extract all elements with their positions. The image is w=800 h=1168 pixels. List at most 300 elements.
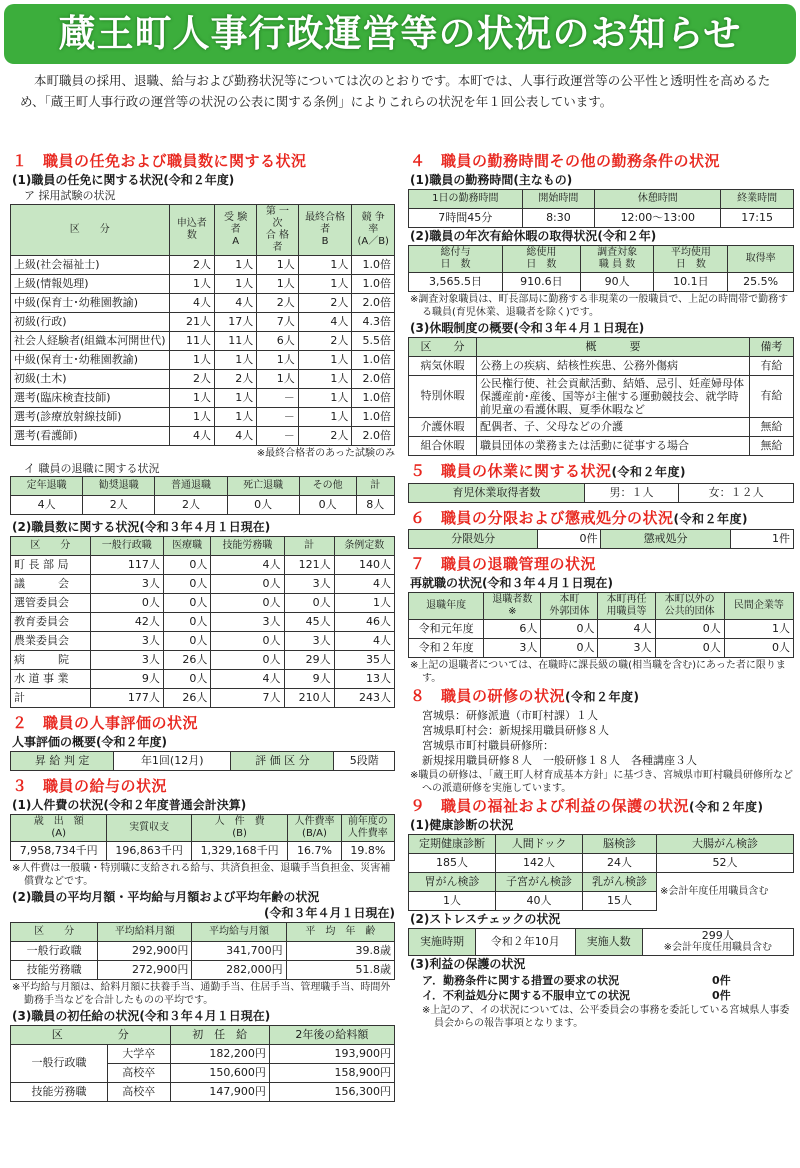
recruit-0-cell-5: 1.0倍 xyxy=(352,255,395,274)
starting-head-0: 区 分 xyxy=(11,1025,171,1044)
staff-7-cell-5: 243人 xyxy=(334,689,394,708)
section-9-sub2: (2)ストレスチェックの状況 xyxy=(410,911,561,926)
staff-row xyxy=(11,594,395,613)
hours-cell-1: 8:30 xyxy=(522,208,595,227)
staff-4-cell-1: 3人 xyxy=(90,632,163,651)
section-4-title: ４ 職員の勤務時間その他の勤務条件の状況 xyxy=(410,152,721,170)
staff-7-cell-0: 計 xyxy=(11,689,91,708)
staff-5-cell-5: 35人 xyxy=(334,651,394,670)
hours-cell-3: 17:15 xyxy=(721,208,794,227)
hours-head-3: 終業時間 xyxy=(721,189,794,208)
health-head-4: 胃がん検診 xyxy=(409,872,496,891)
health-val-4: 1人 xyxy=(409,891,496,910)
recruit-5-cell-5: 1.0倍 xyxy=(352,350,395,369)
retire-head-4: その他 xyxy=(299,477,356,496)
recruit-9-cell-2: 4人 xyxy=(215,426,257,445)
recruit-5-cell-2: 1人 xyxy=(215,350,257,369)
avg-1-cell-3: 51.8歳 xyxy=(286,960,394,979)
recruit-2-cell-2: 4人 xyxy=(215,293,257,312)
avg-head-1: 平均給料月額 xyxy=(98,922,192,941)
recruit-1-cell-1: 1人 xyxy=(169,274,214,293)
holiday-row xyxy=(409,417,794,436)
annual-head-0: 総付与 日 数 xyxy=(409,245,503,272)
recruit-row xyxy=(11,407,395,426)
recruit-6-cell-0: 初級(土木) xyxy=(11,369,170,388)
annual-head-3: 平均使用 日 数 xyxy=(654,245,728,272)
staff-0-cell-4: 121人 xyxy=(284,556,334,575)
recruit-8-cell-2: 1人 xyxy=(215,407,257,426)
training-list xyxy=(422,708,794,768)
reemploy-row xyxy=(409,639,794,658)
staff-6-cell-0: 水 道 事 業 xyxy=(11,670,91,689)
staff-1-cell-4: 3人 xyxy=(284,575,334,594)
recruit-9-cell-1: 4人 xyxy=(169,426,214,445)
annual-cell-2: 90人 xyxy=(580,272,654,291)
starting-pay-1: 150,600円 xyxy=(170,1063,269,1082)
health-check-table xyxy=(408,834,794,911)
staff-3-cell-3: 3人 xyxy=(211,613,284,632)
recruit-3-cell-5: 4.3倍 xyxy=(352,312,395,331)
protection-label-1: ア．勤務条件に関する措置の要求の状況 xyxy=(422,973,620,987)
training-line-2: 宮城県市町村職員研修所： xyxy=(422,738,554,752)
staff-head-3: 技能労務職 xyxy=(211,537,284,556)
title-banner xyxy=(4,4,796,64)
recruit-row xyxy=(11,388,395,407)
avg-0-cell-2: 341,700円 xyxy=(192,941,286,960)
reemploy-0-cell-3: 4人 xyxy=(598,620,655,639)
starting-later-1: 158,900円 xyxy=(269,1063,394,1082)
recruit-0-cell-1: 2人 xyxy=(169,255,214,274)
reemploy-0-cell-4: 0人 xyxy=(655,620,724,639)
avg-head-3: 平 均 年 齢 xyxy=(286,922,394,941)
holiday-pay-0: 有給 xyxy=(750,356,794,375)
staff-7-cell-2: 26人 xyxy=(163,689,211,708)
training-line-0: 宮城県：研修派遣（市町村課）１人 xyxy=(422,708,598,722)
childcare-female: 女：１２人 xyxy=(679,483,794,502)
staff-row xyxy=(11,651,395,670)
staff-1-cell-1: 3人 xyxy=(90,575,163,594)
recruit-7-cell-3: － xyxy=(257,388,298,407)
recruit-8-cell-3: － xyxy=(257,407,298,426)
staff-2-cell-4: 0人 xyxy=(284,594,334,613)
section-1-sub1: (1)職員の任免に関する状況(令和２年度) xyxy=(12,172,235,187)
health-val-3: 52人 xyxy=(656,853,793,872)
section-5-title xyxy=(410,462,794,481)
cost-head-0: 歳 出 額 (A) xyxy=(11,814,107,841)
holiday-type-2: 介護休暇 xyxy=(409,417,477,436)
holiday-table xyxy=(408,337,794,456)
average-salary-note: ※平均給与月額は、給料月額に扶養手当、通勤手当、住居手当、管理職手当、時間外勤務手当などを合計したものの平均です。 xyxy=(12,981,391,1006)
recruit-4-cell-0: 社会人経験者(組織本河開世代) xyxy=(11,331,170,350)
starting-salary-table xyxy=(10,1025,395,1102)
recruit-2-cell-4: 2人 xyxy=(298,293,352,312)
section-4-sub1: (1)職員の勤務時間(主なもの) xyxy=(410,172,573,187)
staff-0-cell-5: 140人 xyxy=(334,556,394,575)
reemploy-head-5: 民間企業等 xyxy=(724,593,793,620)
starting-cat-2: 技能労務職 xyxy=(11,1082,108,1101)
protection-value-1: 0件 xyxy=(712,973,731,987)
recruit-row xyxy=(11,274,395,293)
staff-count-table xyxy=(10,536,395,708)
holiday-desc-0: 公務上の疾病、結核性疾患、公務外傷病 xyxy=(477,356,750,375)
staff-6-cell-3: 4人 xyxy=(211,670,284,689)
annual-head-1: 総使用 日 数 xyxy=(503,245,581,272)
work-hours-table xyxy=(408,189,794,228)
avg-1-cell-0: 技能労務職 xyxy=(11,960,98,979)
retire-head-1: 勧奨退職 xyxy=(83,477,155,496)
starting-edu-2: 高校卒 xyxy=(107,1082,170,1101)
starting-later-2: 156,300円 xyxy=(269,1082,394,1101)
staff-7-cell-3: 7人 xyxy=(211,689,284,708)
recruit-8-cell-4: 1人 xyxy=(298,407,352,426)
recruit-4-cell-2: 11人 xyxy=(215,331,257,350)
stress-value-2 xyxy=(642,928,793,955)
staff-3-cell-5: 46人 xyxy=(334,613,394,632)
section-3-sub1: (1)人件費の状況(令和２年度普通会計決算) xyxy=(12,797,247,812)
protection-note: ※上記のア、イの状況については、公平委員会の事務を委託している宮城県人事委員会からの報告事項となります。 xyxy=(422,1004,790,1029)
eval-value-2: 5段階 xyxy=(334,752,395,771)
avg-1-cell-2: 282,000円 xyxy=(192,960,286,979)
staff-6-cell-2: 0人 xyxy=(163,670,211,689)
holiday-head-1: 概 要 xyxy=(477,337,750,356)
recruit-1-cell-5: 1.0倍 xyxy=(352,274,395,293)
recruit-6-cell-1: 2人 xyxy=(169,369,214,388)
staff-5-cell-2: 26人 xyxy=(163,651,211,670)
childcare-label: 育児休業取得者数 xyxy=(409,483,585,502)
reemploy-head-3: 本町再任 用職員等 xyxy=(598,593,655,620)
recruit-6-cell-4: 1人 xyxy=(298,369,352,388)
staff-head-4: 計 xyxy=(284,537,334,556)
avg-row xyxy=(11,960,395,979)
section-1-sub2: (2)職員数に関する状況(令和３年４月１日現在) xyxy=(12,520,271,535)
recruit-4-cell-5: 5.5倍 xyxy=(352,331,395,350)
staff-2-cell-3: 0人 xyxy=(211,594,284,613)
staff-4-cell-5: 4人 xyxy=(334,632,394,651)
section-7-title: ７ 職員の退職管理の状況 xyxy=(410,555,597,574)
avg-1-cell-1: 272,900円 xyxy=(98,960,192,979)
recruit-head-3: 第 一 次 合 格 者 xyxy=(257,204,298,255)
recruit-8-cell-5: 1.0倍 xyxy=(352,407,395,426)
health-val-1: 142人 xyxy=(496,853,583,872)
staff-1-cell-2: 0人 xyxy=(163,575,211,594)
staff-0-cell-3: 4人 xyxy=(211,556,284,575)
avg-0-cell-0: 一般行政職 xyxy=(11,941,98,960)
recruit-7-cell-4: 1人 xyxy=(298,388,352,407)
reemploy-head-4: 本町以外の 公共的団体 xyxy=(655,593,724,620)
health-note: ※会計年度任用職員含む xyxy=(659,885,769,897)
stress-label-1: 実施時期 xyxy=(409,928,476,955)
section-1-b: イ 職員の退職に関する状況 xyxy=(24,461,160,475)
recruit-1-cell-2: 1人 xyxy=(215,274,257,293)
section-9-sub3: (3)利益の保護の状況 xyxy=(410,956,526,971)
section-2-sub: 人事評価の概要(令和２年度) xyxy=(12,735,167,749)
section-8-year: (令和２年度) xyxy=(565,690,640,704)
section-2-title: ２ 職員の人事評価の状況 xyxy=(12,714,199,733)
intro-text: 本町職員の採用、退職、給与および勤務状況等については次のとおりです。本町では、人事行政運営等の公平性と透明性を高めるため、「蔵王町人事行政の運営等の状況の公表に関する条例」によりこれらの状況を年１回公表しています。 xyxy=(20,73,771,109)
recruit-row xyxy=(11,312,395,331)
health-val-2: 24人 xyxy=(583,853,657,872)
health-val-6: 15人 xyxy=(583,891,657,910)
holiday-type-1: 特別休暇 xyxy=(409,375,477,417)
staff-2-cell-5: 1人 xyxy=(334,594,394,613)
section-6-year: (令和２年度) xyxy=(673,511,748,526)
staff-6-cell-4: 9人 xyxy=(284,670,334,689)
avg-head-2: 平均給与月額 xyxy=(192,922,286,941)
starting-edu-1: 高校卒 xyxy=(107,1063,170,1082)
holiday-row xyxy=(409,356,794,375)
recruit-3-cell-4: 4人 xyxy=(298,312,352,331)
childcare-table xyxy=(408,483,794,503)
section-9-label: ９ 職員の福祉および利益の保護の状況 xyxy=(410,796,690,815)
page-title: 蔵王町人事行政運営等の状況のお知らせ xyxy=(58,11,742,55)
stress-value-1: 令和２年10月 xyxy=(475,928,575,955)
staff-0-cell-2: 0人 xyxy=(163,556,211,575)
recruit-row xyxy=(11,255,395,274)
starting-head-1: 初 任 給 xyxy=(170,1025,269,1044)
leave-table xyxy=(408,245,794,292)
staff-4-cell-2: 0人 xyxy=(163,632,211,651)
recruit-row xyxy=(11,293,395,312)
starting-edu-0: 大学卒 xyxy=(107,1044,170,1063)
recruit-head-4: 最終合格者 B xyxy=(298,204,352,255)
recruit-4-cell-3: 6人 xyxy=(257,331,298,350)
retire-cell-0: 4人 xyxy=(11,496,83,515)
cost-cell-2: 1,329,168千円 xyxy=(191,841,287,860)
retire-cell-5: 8人 xyxy=(356,496,394,515)
holiday-desc-3: 職員団体の業務または活動に従事する場合 xyxy=(477,436,750,455)
protection-list xyxy=(422,973,794,1003)
recruit-6-cell-3: 1人 xyxy=(257,369,298,388)
recruit-1-cell-0: 上級(情報処理) xyxy=(11,274,170,293)
discipline-label-1: 分限処分 xyxy=(409,530,538,549)
recruit-7-cell-2: 1人 xyxy=(215,388,257,407)
evaluation-table xyxy=(10,751,395,771)
recruit-3-cell-0: 初級(行政) xyxy=(11,312,170,331)
recruit-row xyxy=(11,331,395,350)
starting-pay-2: 147,900円 xyxy=(170,1082,269,1101)
holiday-head-2: 備考 xyxy=(750,337,794,356)
stress-count: 299人 xyxy=(701,928,734,942)
recruitment-table xyxy=(10,204,395,446)
stress-count-note: ※会計年度任用職員含む xyxy=(663,941,772,953)
reemploy-1-cell-2: 0人 xyxy=(541,639,598,658)
holiday-row xyxy=(409,375,794,417)
staff-3-cell-4: 45人 xyxy=(284,613,334,632)
staff-5-cell-1: 3人 xyxy=(90,651,163,670)
recruit-8-cell-1: 1人 xyxy=(169,407,214,426)
training-line-1: 宮城県町村会：新規採用職員研修８人 xyxy=(422,723,609,737)
section-3-sub2-date: (令和３年４月１日現在) xyxy=(264,905,395,920)
reemploy-0-cell-0: 令和元年度 xyxy=(409,620,484,639)
protection-label-2: イ．不利益処分に関する不服申立ての状況 xyxy=(422,988,631,1002)
reemploy-0-cell-2: 0人 xyxy=(541,620,598,639)
section-5-year: (令和２年度) xyxy=(611,464,686,479)
health-val-5: 40人 xyxy=(496,891,583,910)
reemploy-1-cell-0: 令和２年度 xyxy=(409,639,484,658)
recruit-row xyxy=(11,350,395,369)
reemploy-0-cell-5: 1人 xyxy=(724,620,793,639)
retire-head-2: 普通退職 xyxy=(155,477,227,496)
cost-cell-0: 7,958,734千円 xyxy=(11,841,107,860)
section-4-sub2: (2)職員の年次有給休暇の取得状況(令和２年) xyxy=(410,228,657,243)
reemploy-head-1: 退職者数 ※ xyxy=(484,593,541,620)
personnel-cost-note: ※人件費は一般職・特別職に支給される給与、共済負担金、退職手当負担金、災害補償費などです。 xyxy=(12,862,391,887)
recruit-2-cell-3: 2人 xyxy=(257,293,298,312)
left-column xyxy=(10,150,395,1102)
staff-1-cell-0: 議 会 xyxy=(11,575,91,594)
recruit-head-5: 競 争 率 (A／B) xyxy=(352,204,395,255)
recruit-2-cell-0: 中級(保育士･幼稚園教諭) xyxy=(11,293,170,312)
staff-7-cell-4: 210人 xyxy=(284,689,334,708)
eval-value-1: 年1回(12月) xyxy=(114,752,231,771)
cost-cell-4: 19.8% xyxy=(341,841,394,860)
training-note: ※職員の研修は、「蔵王町人材育成基本方針」に基づき、宮城県市町村職員研修所などへの派遣研修を実施しています。 xyxy=(410,769,793,794)
recruit-head-2: 受 験 者 A xyxy=(215,204,257,255)
health-val-0: 185人 xyxy=(409,853,496,872)
staff-3-cell-2: 0人 xyxy=(163,613,211,632)
recruit-5-cell-1: 1人 xyxy=(169,350,214,369)
retire-head-5: 計 xyxy=(356,477,394,496)
cost-cell-3: 16.7% xyxy=(288,841,341,860)
recruit-0-cell-2: 1人 xyxy=(215,255,257,274)
hours-head-2: 休憩時間 xyxy=(595,189,721,208)
staff-row xyxy=(11,556,395,575)
discipline-value-1: 0件 xyxy=(538,530,601,549)
starting-cat-0: 一般行政職 xyxy=(11,1044,108,1082)
staff-4-cell-3: 0人 xyxy=(211,632,284,651)
avg-head-0: 区 分 xyxy=(11,922,98,941)
section-7-sub: 再就職の状況(令和３年４月１日現在) xyxy=(410,576,613,590)
staff-2-cell-2: 0人 xyxy=(163,594,211,613)
staff-row xyxy=(11,632,395,651)
staff-head-0: 区 分 xyxy=(11,537,91,556)
staff-3-cell-1: 42人 xyxy=(90,613,163,632)
recruit-head-0: 区 分 xyxy=(11,204,170,255)
section-6-label: ６ 職員の分限および懲戒処分の状況 xyxy=(410,508,674,527)
staff-2-cell-0: 選管委員会 xyxy=(11,594,91,613)
recruit-9-cell-0: 選考(看護師) xyxy=(11,426,170,445)
reemploy-0-cell-1: 6人 xyxy=(484,620,541,639)
holiday-type-3: 組合休暇 xyxy=(409,436,477,455)
holiday-pay-1: 有給 xyxy=(750,375,794,417)
retirement-table xyxy=(10,476,395,515)
recruit-row xyxy=(11,426,395,445)
recruit-6-cell-2: 2人 xyxy=(215,369,257,388)
recruit-7-cell-5: 1.0倍 xyxy=(352,388,395,407)
recruit-9-cell-5: 2.0倍 xyxy=(352,426,395,445)
recruit-8-cell-0: 選考(診療放射線技師) xyxy=(11,407,170,426)
staff-0-cell-0: 町 長 部 局 xyxy=(11,556,91,575)
discipline-label-2: 懲戒処分 xyxy=(601,530,730,549)
recruit-1-cell-4: 1人 xyxy=(298,274,352,293)
holiday-desc-1: 公民権行使、社会貢献活動、結婚、忌引、妊産婦母体保護産前･産後、国等が主催する運動競技会、就学時前児童の看護休暇、夏季休暇など xyxy=(477,375,750,417)
cost-head-3: 人件費率 (B/A) xyxy=(288,814,341,841)
staff-6-cell-1: 9人 xyxy=(90,670,163,689)
reemploy-1-cell-1: 3人 xyxy=(484,639,541,658)
section-8-title xyxy=(410,687,794,706)
recruit-9-cell-4: 2人 xyxy=(298,426,352,445)
staff-row xyxy=(11,670,395,689)
holiday-pay-3: 無給 xyxy=(750,436,794,455)
staff-head-5: 条例定数 xyxy=(334,537,394,556)
staff-5-cell-3: 0人 xyxy=(211,651,284,670)
holiday-desc-2: 配偶者、子、父母などの介護 xyxy=(477,417,750,436)
holiday-head-0: 区 分 xyxy=(409,337,477,356)
staff-row xyxy=(11,613,395,632)
staff-row xyxy=(11,689,395,708)
avg-row xyxy=(11,941,395,960)
section-9-sub1: (1)健康診断の状況 xyxy=(410,817,514,832)
recruit-head-1: 申込者数 xyxy=(169,204,214,255)
staff-4-cell-0: 農業委員会 xyxy=(11,632,91,651)
recruit-2-cell-5: 2.0倍 xyxy=(352,293,395,312)
personnel-cost-table xyxy=(10,814,395,861)
recruit-7-cell-0: 選考(臨床検査技師) xyxy=(11,388,170,407)
stress-check-table xyxy=(408,928,794,956)
recruit-0-cell-0: 上級(社会福祉士) xyxy=(11,255,170,274)
right-column xyxy=(408,150,794,1032)
retire-cell-2: 2人 xyxy=(155,496,227,515)
annual-cell-4: 25.5% xyxy=(728,272,794,291)
retire-cell-4: 0人 xyxy=(299,496,356,515)
section-3-sub2: (2)職員の平均月額・平均給与月額および平均年齢の状況 xyxy=(12,889,320,904)
reemploy-row xyxy=(409,620,794,639)
section-5-label: ５ 職員の休業に関する状況 xyxy=(410,461,612,480)
staff-5-cell-4: 29人 xyxy=(284,651,334,670)
average-salary-table xyxy=(10,922,395,980)
recruit-3-cell-2: 17人 xyxy=(215,312,257,331)
hours-head-1: 開始時間 xyxy=(522,189,595,208)
retire-head-3: 死亡退職 xyxy=(227,477,299,496)
avg-0-cell-3: 39.8歳 xyxy=(286,941,394,960)
staff-0-cell-1: 117人 xyxy=(90,556,163,575)
recruit-1-cell-3: 1人 xyxy=(257,274,298,293)
recruit-4-cell-4: 2人 xyxy=(298,331,352,350)
reemploy-1-cell-5: 0人 xyxy=(724,639,793,658)
protection-item-1 xyxy=(422,973,794,988)
annual-cell-0: 3,565.5日 xyxy=(409,272,503,291)
discipline-value-2: 1件 xyxy=(730,530,793,549)
section-9-year: (令和２年度) xyxy=(689,799,764,814)
annual-cell-1: 910.6日 xyxy=(503,272,581,291)
reemploy-head-2: 本町 外郭団体 xyxy=(541,593,598,620)
starting-head-2: 2年後の給料額 xyxy=(269,1025,394,1044)
staff-2-cell-1: 0人 xyxy=(90,594,163,613)
health-head-0: 定期健康診断 xyxy=(409,834,496,853)
discipline-table xyxy=(408,529,794,549)
retire-head-0: 定年退職 xyxy=(11,477,83,496)
training-line-3: 新規採用職員研修８人 一般研修１８人 各種講座３人 xyxy=(422,753,697,767)
cost-head-4: 前年度の 人件費率 xyxy=(341,814,394,841)
recruit-3-cell-3: 7人 xyxy=(257,312,298,331)
health-head-5: 子宮がん検診 xyxy=(496,872,583,891)
section-3-title: ３ 職員の給与の状況 xyxy=(12,777,168,795)
holiday-type-0: 病気休暇 xyxy=(409,356,477,375)
reemploy-1-cell-3: 3人 xyxy=(598,639,655,658)
recruit-2-cell-1: 4人 xyxy=(169,293,214,312)
staff-head-1: 一般行政職 xyxy=(90,537,163,556)
staff-6-cell-5: 13人 xyxy=(334,670,394,689)
recruit-0-cell-3: 1人 xyxy=(257,255,298,274)
cost-cell-1: 196,863千円 xyxy=(107,841,192,860)
recruit-0-cell-4: 1人 xyxy=(298,255,352,274)
avg-0-cell-1: 292,900円 xyxy=(98,941,192,960)
staff-4-cell-4: 3人 xyxy=(284,632,334,651)
staff-head-2: 医療職 xyxy=(163,537,211,556)
childcare-male: 男：１人 xyxy=(584,483,678,502)
staff-row xyxy=(11,575,395,594)
recruit-5-cell-0: 中級(保育士･幼稚園教諭) xyxy=(11,350,170,369)
